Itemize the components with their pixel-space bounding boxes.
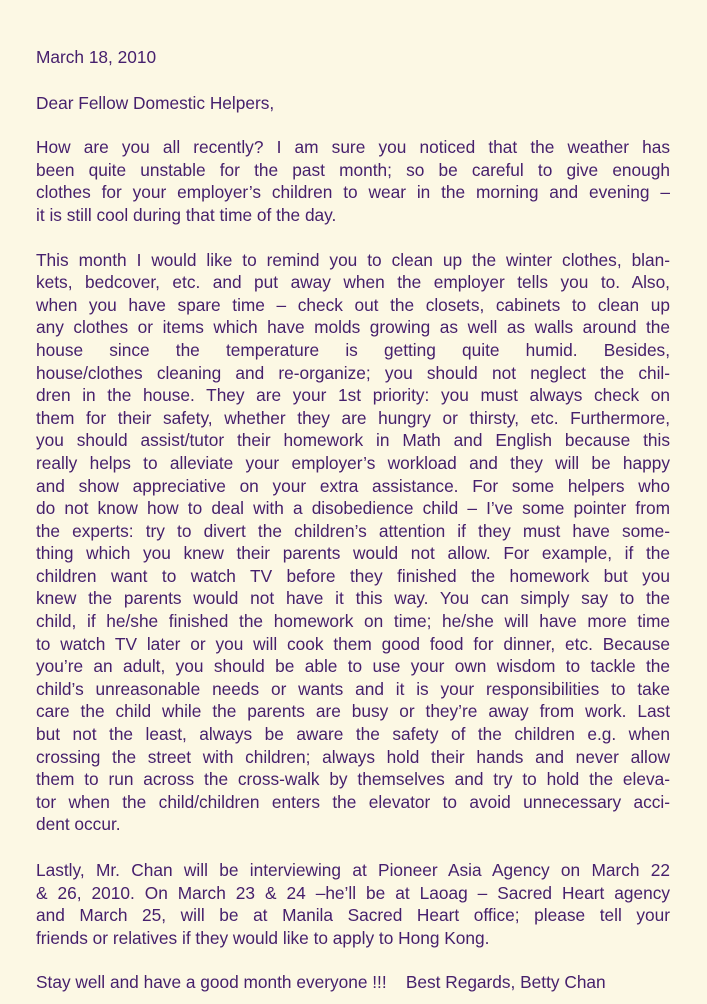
- paragraph-line: Lastly, Mr. Chan will be interviewing at Pioneer Asia Agency on March 22: [36, 860, 670, 880]
- paragraph-line: you should assist/tutor their homework in Math and English because this: [36, 430, 670, 451]
- paragraph-line: it is still cool during that time of the day.: [36, 204, 337, 225]
- paragraph-line: when you have spare time – check out the closets, cabinets to clean up: [36, 294, 670, 315]
- paragraph-line: the experts: try to divert the children’s attention if they must have some-: [36, 520, 670, 541]
- paragraph-line: house/clothes cleaning and re-organize; you should not neglect the chil-: [36, 362, 670, 383]
- paragraph-line: kets, bedcover, etc. and put away when the employer tells you to. Also,: [36, 272, 670, 293]
- paragraph-line: and March 25, will be at Manila Sacred Heart office; please tell your: [36, 905, 670, 926]
- paragraph-line: care the child while the parents are busy or they’re away from work. Last: [36, 701, 670, 722]
- paragraph-line: This month I would like to remind you to clean up the winter clothes, blan-: [36, 249, 670, 270]
- paragraph-line: tor when the child/children enters the elevator to avoid unnecessary acci-: [36, 791, 670, 812]
- paragraph-line: & 26, 2010. On March 23 & 24 –he’ll be at Laoag – Sacred Heart agency: [36, 882, 670, 903]
- paragraph-line: knew the parents would not have it this way. You can simply say to the: [36, 588, 670, 609]
- paragraph-line: and show appreciative on your extra assistance. For some helpers who: [36, 475, 670, 496]
- paragraph-1: [36, 136, 670, 226]
- paragraph-line: How are you all recently? I am sure you noticed that the weather has: [36, 137, 670, 158]
- letter-salutation: Dear Fellow Domestic Helpers,: [36, 92, 275, 113]
- letter-body: [36, 46, 670, 994]
- paragraph-line: to watch TV later or you will cook them good food for dinner, etc. Because: [36, 633, 670, 654]
- paragraph-2: [36, 249, 670, 836]
- paragraph-3: [36, 859, 670, 949]
- letter-closing: Stay well and have a good month everyone !!! Best Regards, Betty Chan: [36, 972, 606, 993]
- paragraph-line: child, if he/she finished the homework on time; he/she will have more time: [36, 611, 670, 632]
- paragraph-line: but not the least, always be aware the safety of the children e.g. when: [36, 724, 670, 745]
- paragraph-line: dren in the house. They are your 1st priority: you must always check on: [36, 385, 670, 406]
- paragraph-line: them to run across the cross-walk by themselves and try to hold the eleva-: [36, 769, 670, 790]
- paragraph-line: been quite unstable for the past month; so be careful to give enough: [36, 159, 670, 180]
- paragraph-line: house since the temperature is getting quite humid. Besides,: [36, 339, 670, 360]
- paragraph-line: thing which you knew their parents would not allow. For example, if the: [36, 543, 670, 564]
- paragraph-line: any clothes or items which have molds growing as well as walls around the: [36, 317, 670, 338]
- paragraph-line: clothes for your employer’s children to wear in the morning and evening –: [36, 182, 670, 203]
- paragraph-line: you’re an adult, you should be able to use your own wisdom to tackle the: [36, 656, 670, 677]
- paragraph-line: children want to watch TV before they finished the homework but you: [36, 565, 670, 586]
- paragraph-line: friends or relatives if they would like to apply to Hong Kong.: [36, 927, 490, 948]
- paragraph-line: child’s unreasonable needs or wants and it is your responsibilities to take: [36, 678, 670, 699]
- paragraph-line: them for their safety, whether they are hungry or thirsty, etc. Furthermore,: [36, 407, 670, 428]
- paragraph-line: do not know how to deal with a disobedience child – I’ve some pointer from: [36, 498, 670, 519]
- letter-date: March 18, 2010: [36, 47, 157, 67]
- paragraph-line: crossing the street with children; always hold their hands and never allow: [36, 746, 670, 767]
- paragraph-line: really helps to alleviate your employer’s workload and they will be happy: [36, 452, 670, 473]
- paragraph-line: dent occur.: [36, 814, 121, 835]
